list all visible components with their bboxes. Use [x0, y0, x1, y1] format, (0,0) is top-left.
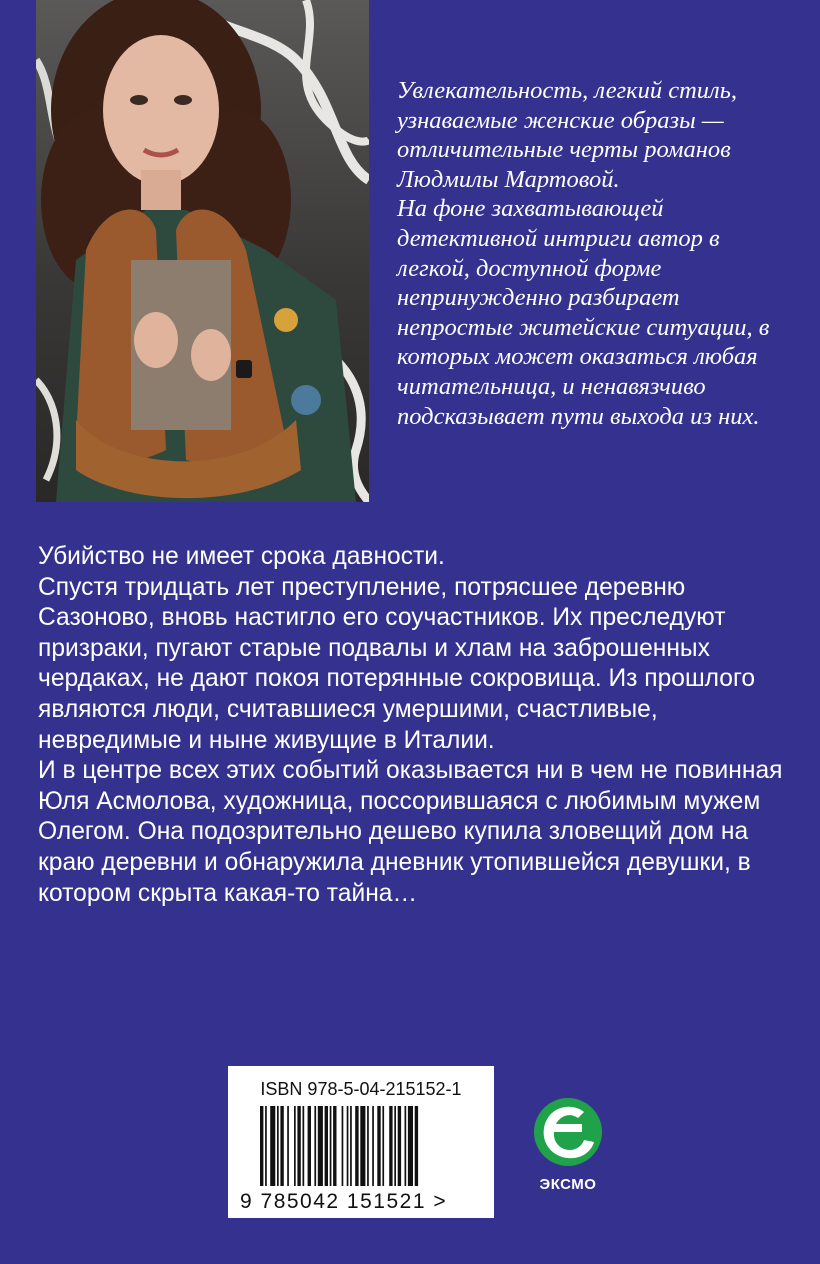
- barcode-bar: [314, 1106, 316, 1186]
- barcode-bar: [318, 1106, 323, 1186]
- barcode-bar: [405, 1106, 407, 1186]
- eksmo-logo-icon: [526, 1088, 610, 1176]
- barcode-bar: [270, 1106, 275, 1186]
- barcode-bar: [333, 1106, 336, 1186]
- barcode-bar: [260, 1106, 263, 1186]
- barcode-bar: [330, 1106, 332, 1186]
- barcode-bar: [408, 1106, 413, 1186]
- barcode-bar: [389, 1106, 392, 1186]
- author-photo: [36, 0, 369, 502]
- barcode-bar: [277, 1106, 279, 1186]
- book-synopsis: [38, 542, 798, 909]
- barcode-bar: [377, 1106, 380, 1186]
- barcode-bar: [398, 1106, 401, 1186]
- barcode-bar: [325, 1106, 328, 1186]
- barcode-bar: [350, 1106, 352, 1186]
- synopsis-paragraph: Спустя тридцать лет преступление, потрясшее деревню Сазоново, вновь настигло его соучастников. Их преследуют призраки, пугают старые подвалы и хлам на заброшенных чердаках, не дают покоя потерянные сокровища. Из прошлого являются люди, считавшиеся умершими, счастливые, невредимые и ныне живущие в Италии.: [38, 573, 756, 754]
- blurb-paragraph: На фоне захватывающей детективной интриги автор в легкой, доступной форме непринужденно разбирает непростые житейские ситуации, в которых может оказаться любая читательница, и ненавязчиво подсказывает пути выхода из них.: [397, 195, 770, 430]
- barcode-bar: [308, 1106, 311, 1186]
- barcode-bars: [260, 1106, 462, 1196]
- barcode-bar: [294, 1106, 296, 1186]
- barcode-bar: [265, 1106, 267, 1186]
- barcode-bar: [382, 1106, 384, 1186]
- barcode-bar: [360, 1106, 365, 1186]
- barcode-bar: [303, 1106, 305, 1186]
- publisher-logo: [526, 1088, 610, 1196]
- barcode-digits: 9 785042 151521 >: [240, 1190, 448, 1213]
- barcode-bar: [280, 1106, 283, 1186]
- barcode-bar: [347, 1106, 349, 1186]
- barcode-bar: [342, 1106, 344, 1186]
- publisher-name: ЭКСМО: [539, 1176, 597, 1193]
- barcode-bar: [287, 1106, 289, 1186]
- barcode-bar: [372, 1106, 374, 1186]
- barcode-bar: [355, 1106, 358, 1186]
- isbn-label: ISBN 978-5-04-215152-1: [260, 1079, 462, 1099]
- blurb-paragraph: Увлекательность, легкий стиль, узнаваемые женские образы — отличительные черты романов Людмилы Мартовой.: [397, 77, 737, 193]
- synopsis-paragraph: И в центре всех этих событий оказывается ни в чем не повинная Юля Асмолова, художница, поссорившаяся с любимым мужем Олегом. Она подозрительно дешево купила зловещий дом на краю деревни и обнаружила дневник утопившейся девушки, в котором скрыта какая-то тайна…: [38, 757, 783, 907]
- author-blurb: [397, 76, 797, 431]
- barcode-bar: [367, 1106, 369, 1186]
- synopsis-paragraph: Убийство не имеет срока давности.: [38, 543, 445, 570]
- barcode-bar: [297, 1106, 300, 1186]
- barcode-box: [228, 1066, 494, 1218]
- barcode-bar: [415, 1106, 418, 1186]
- barcode-bar: [394, 1106, 396, 1186]
